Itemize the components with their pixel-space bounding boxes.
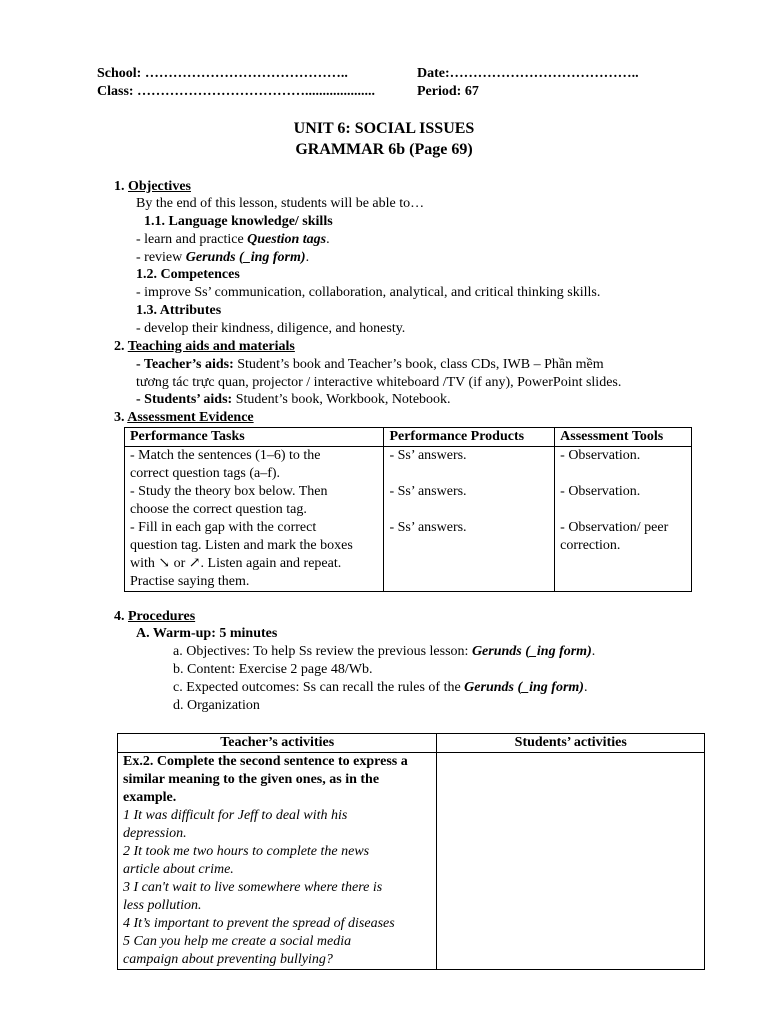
heading-number: 1. [114,179,128,194]
exercise-line: 2 It took me two hours to complete the news [123,844,370,859]
cell-line: with ↘ or ↗. Listen again and repeat. [130,556,342,571]
lesson-title: GRAMMAR 6b (Page 69) [295,141,473,158]
text: . [326,232,330,247]
col-header: Performance Tasks [125,428,384,447]
instruction-line: similar meaning to the given ones, as in the [123,772,380,787]
warmup-heading: A. Warm-up: 5 minutes [136,626,278,641]
heading-number: 4. [114,609,128,624]
cell-line: - Observation/ peer [560,520,669,535]
procedures-heading [114,608,195,626]
text: Student’s book, Workbook, Notebook. [232,392,451,407]
tasks-cell [125,447,384,592]
cell-line: - Study the theory box below. Then [130,484,328,499]
table-row [125,447,692,592]
exercise-line: depression. [123,826,187,841]
exercise-line: campaign about preventing bullying? [123,952,333,967]
teacher-aids [136,356,604,374]
text: . [583,680,588,695]
warmup-organization: d. Organization [173,698,260,713]
cell-line: - Ss’ answers. [389,520,467,535]
col-header: Students’ activities [437,734,705,753]
table-header-row [118,734,705,753]
label: - Teacher’s aids: [136,357,234,372]
emphasis: Gerunds (_ing form) [464,680,584,695]
activities-table [117,733,705,970]
school-field: School: …………………………………….. [97,66,348,81]
table-header-row [125,428,692,447]
cell-line: correct question tags (a–f). [130,466,281,481]
warmup-objectives [173,643,595,661]
label: - Students’ aids: [136,392,233,407]
exercise-line: article about crime. [123,862,234,877]
emphasis: Question tags [247,232,327,247]
text: Student’s book and Teacher’s book, class CDs, IWB – Phần mềm [233,357,604,372]
warmup-outcomes [173,679,587,697]
exercise-line: 5 Can you help me create a social media [123,934,352,949]
heading-text: Teaching aids and materials [127,339,295,354]
cell-line: - Ss’ answers. [389,484,467,499]
warmup-content: b. Content: Exercise 2 page 48/Wb. [173,662,373,677]
aids-heading [114,338,295,356]
text: . [591,644,596,659]
col-header: Assessment Tools [555,428,692,447]
text: a. Objectives: To help Ss review the previous lesson: [173,644,472,659]
text: . [305,250,310,265]
objective-competences: - improve Ss’ communication, collaboration, analytical, and critical thinking skills. [136,285,601,300]
student-aids [136,391,451,409]
subheading-attributes: 1.3. Attributes [136,303,222,318]
exercise-line: 3 I can't wait to live somewhere where there is [123,880,383,895]
period-field: Period: 67 [417,84,479,99]
cell-line: choose the correct question tag. [130,502,307,517]
teacher-aids-cont: tương tác trực quan, projector / interactive whiteboard /TV (if any), PowerPoint slides. [136,375,622,390]
exercise-line: 1 It was difficult for Jeff to deal with his [123,808,348,823]
cell-line: - Match the sentences (1–6) to the [130,448,321,463]
assessment-heading [114,409,254,427]
products-cell [384,447,555,592]
text: c. Expected outcomes: Ss can recall the rules of the [173,680,465,695]
cell-line: correction. [560,538,621,553]
cell-line: Practise saying them. [130,574,250,589]
cell-line: - Observation. [560,484,641,499]
students-activities-cell [437,753,705,970]
exercise-line: less pollution. [123,898,202,913]
cell-line: - Ss’ answers. [389,448,467,463]
tools-cell [555,447,692,592]
heading-number: 2. [114,339,128,354]
emphasis: Gerunds (_ing form) [185,250,306,265]
text: - learn and practice [136,232,248,247]
assessment-table [124,427,692,592]
instruction-line: Ex.2. Complete the second sentence to express a [123,754,408,769]
class-field: Class: ……………………………….................... [97,84,376,99]
heading-number: 3. [114,410,128,425]
subheading-competences: 1.2. Competences [136,267,240,282]
col-header: Teacher’s activities [118,734,437,753]
objective-question-tags [136,231,330,249]
col-header: Performance Products [384,428,555,447]
subheading-language: 1.1. Language knowledge/ skills [144,214,333,229]
objective-gerunds [136,249,309,267]
heading-text: Objectives [128,179,191,194]
unit-title: UNIT 6: SOCIAL ISSUES [293,120,475,137]
instruction-line: example. [123,790,177,805]
cell-line: - Fill in each gap with the correct [130,520,317,535]
heading-text: Procedures [128,609,196,624]
text: - review [136,250,186,265]
emphasis: Gerunds (_ing form) [471,644,592,659]
objectives-heading [114,178,191,196]
objectives-intro: By the end of this lesson, students will be able to… [136,196,425,211]
date-field: Date:………………………………….. [417,66,639,81]
heading-text: Assessment Evidence [127,410,254,425]
objective-attributes: - develop their kindness, diligence, and honesty. [136,321,406,336]
exercise-line: 4 It’s important to prevent the spread of diseases [123,916,395,931]
cell-line: - Observation. [560,448,641,463]
teacher-activities-cell [118,753,437,970]
table-row [118,753,705,970]
cell-line: question tag. Listen and mark the boxes [130,538,353,553]
